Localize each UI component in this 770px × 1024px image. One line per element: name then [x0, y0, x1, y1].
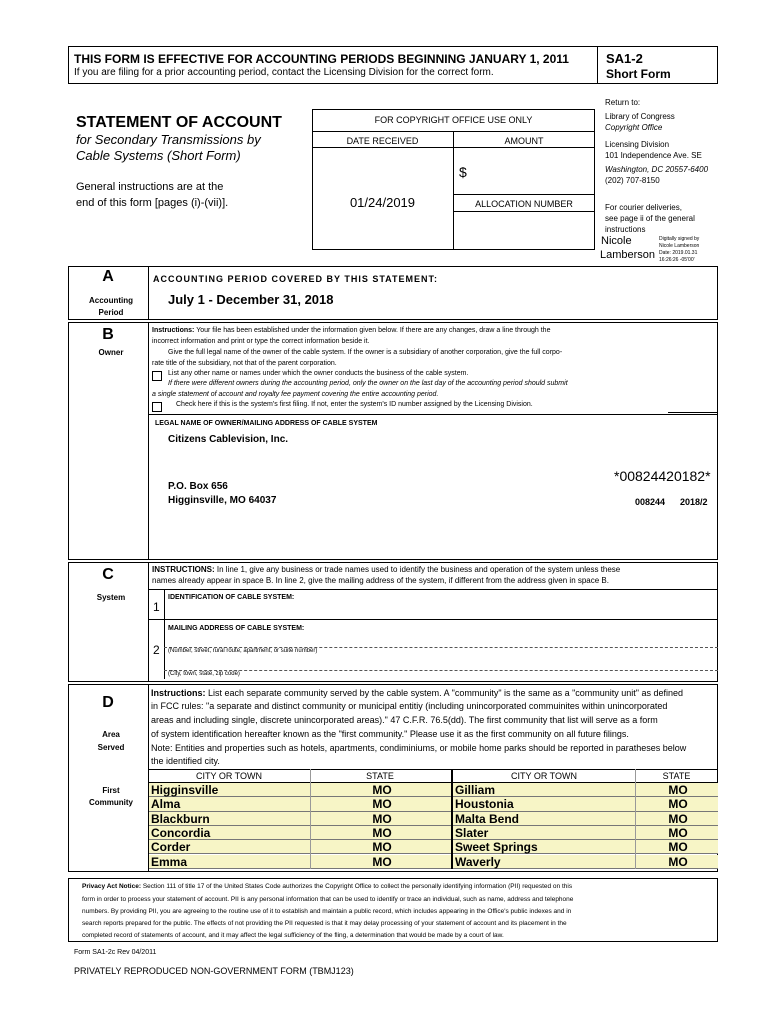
section-b-instr-text: Your file has been established under the information given below. If there are any changes, draw a line through the [196, 327, 551, 334]
section-b-instructions-1 [152, 327, 550, 334]
system-id-rule [668, 412, 718, 413]
owner-address-1: P.O. Box 656 [168, 481, 228, 492]
section-c-line-1-number: 1 [153, 600, 160, 614]
community-state-left[interactable]: MO [311, 840, 451, 854]
section-d-instructions-6: the identified city. [151, 756, 220, 766]
section-c-instructions-2: names already appear in space B. In line 2, give the mailing address of the system, if different from the address given in space B. [152, 576, 609, 585]
section-b-instructions-6: If there were different owners during the accounting period, only the owner on the last day of the accounting period should submit [168, 380, 568, 387]
street-hint: (Number, street, rural route, apartment, or suite number) [168, 648, 318, 654]
community-state-right[interactable]: MO [636, 797, 718, 811]
section-c-line-2-number: 2 [153, 643, 160, 657]
statement-subtitle-2: Cable Systems (Short Form) [76, 148, 241, 163]
community-state-right[interactable]: MO [636, 812, 718, 826]
section-d-label-2: Served [97, 743, 125, 752]
section-c-instr-text: In line 1, give any business or trade names used to identify the business and operation of the system unless these [216, 565, 621, 574]
section-d-instructions-2: in FCC rules: "a separate and distinct community or municipal entitiy (including unincorporated commuinites within unincorporated [151, 701, 668, 711]
section-b-letter: B [102, 326, 114, 343]
return-line-3: Licensing Division [605, 140, 670, 149]
system-id-number: 008244 [635, 497, 666, 507]
community-city-right[interactable]: Waverly [453, 855, 635, 869]
privacy-line-2: form in order to process your statement of account. PII is any personal information that can be used to identify or trace an individual, such as name, address and telephone [82, 896, 574, 903]
privacy-line-3: numbers. By providing PII, you are agreeing to the routine use of it to establish and maintain a public record, which includes appearing in the Office's public indexes and in [82, 908, 572, 915]
form-code: SA1-2 [606, 51, 643, 66]
owner-id-code: *00824420182* [614, 468, 711, 484]
community-state-right[interactable]: MO [636, 783, 718, 797]
courier-line-1: For courier deliveries, [605, 203, 682, 212]
section-b-rule [148, 414, 718, 415]
owner-address-2: Higginsville, MO 64037 [168, 495, 277, 506]
office-use-heading: FOR COPYRIGHT OFFICE USE ONLY [374, 115, 533, 125]
section-c-letter: C [102, 566, 114, 583]
section-d-instructions-5: Note: Entities and properties such as hotels, apartments, condiminiums, or mobile home parks should be reported in paratheses below [151, 743, 687, 753]
community-city-left[interactable]: Blackburn [149, 812, 310, 826]
signature-note-2: Nicole Lamberson [659, 243, 700, 249]
office-divider [453, 131, 454, 250]
community-city-left[interactable]: Emma [149, 855, 310, 869]
section-d-instructions-1 [151, 688, 683, 698]
statement-subtitle-1: for Secondary Transmissions by [76, 132, 261, 147]
return-line-1: Library of Congress [605, 112, 675, 121]
amount-label: AMOUNT [504, 136, 544, 146]
section-d-letter: D [102, 694, 114, 711]
table-top-rule [148, 769, 718, 770]
first-filing-checkbox[interactable] [152, 402, 162, 412]
community-city-right[interactable]: Sweet Springs [453, 840, 635, 854]
community-state-left[interactable]: MO [311, 797, 451, 811]
col-city-left: CITY OR TOWN [195, 771, 262, 781]
header-divider [597, 46, 598, 84]
community-state-right[interactable]: MO [636, 855, 718, 869]
section-b-divider [148, 322, 149, 560]
community-city-right[interactable]: Houstonia [453, 797, 635, 811]
col-state-left: STATE [366, 771, 394, 781]
return-line-6: (202) 707-8150 [605, 176, 660, 185]
allocation-rule [453, 211, 595, 212]
community-city-left[interactable]: Higginsville [149, 783, 310, 797]
privacy-line-4: search reports prepared for the public. The effects of not providing the PII requested is that it may delay processing of your statement of account and its placement in the [82, 920, 567, 927]
col-state-right: STATE [662, 771, 691, 781]
legal-name-label: LEGAL NAME OF OWNER/MAILING ADDRESS OF CABLE SYSTEM [155, 420, 378, 427]
return-line-2: Copyright Office [605, 123, 663, 132]
period-code: 2018/2 [680, 497, 708, 507]
form-type: Short Form [606, 67, 671, 81]
section-a-label-2: Period [98, 308, 124, 317]
section-b-instructions-7: a single statement of account and royalty fee payment covering the entire accounting period. [152, 391, 439, 398]
section-a-letter: A [102, 268, 114, 285]
community-city-left[interactable]: Alma [149, 797, 310, 811]
cable-mailing-label: MAILING ADDRESS OF CABLE SYSTEM: [168, 625, 305, 632]
general-instructions-1: General instructions are at the [76, 181, 224, 193]
return-line-5: Washington, DC 20557-6400 [605, 165, 709, 174]
date-received-label: DATE RECEIVED [346, 136, 419, 146]
return-line-4: 101 Independence Ave. SE [605, 151, 702, 160]
signature-last: Lamberson [600, 249, 656, 261]
section-b-instr-bold: Instructions: [152, 327, 195, 334]
section-a-label-1: Accounting [89, 296, 133, 305]
signature-note-4: 16:26:26 -05'00' [659, 257, 695, 263]
section-b-instructions-3: Give the full legal name of the owner of the cable system. If the owner is a subsidiary of another corporation, give the full corpo- [168, 349, 563, 356]
city-hint: (City, town, state, zip code) [168, 671, 240, 677]
section-a-heading: ACCOUNTING PERIOD COVERED BY THIS STATEMENT: [153, 274, 439, 284]
community-state-left[interactable]: MO [311, 855, 451, 869]
owner-name: Citizens Cablevision, Inc. [168, 434, 289, 445]
signature-note-1: Digitally signed by [659, 236, 700, 242]
section-d-instr-bold: Instructions: [151, 688, 206, 698]
community-city-right[interactable]: Malta Bend [453, 812, 635, 826]
community-state-right[interactable]: MO [636, 826, 718, 840]
first-community-label-2: Community [89, 798, 133, 807]
return-to-label: Return to: [605, 98, 641, 107]
community-state-right[interactable]: MO [636, 840, 718, 854]
community-city-right[interactable]: Gilliam [453, 783, 635, 797]
section-c-divider [148, 562, 149, 682]
date-received-value: 01/24/2019 [349, 195, 416, 210]
currency-symbol: $ [459, 164, 467, 180]
section-b-instructions-8: Check here if this is the system's first filing. If not, enter the system's ID number assigned by the Licensing Division. [176, 401, 533, 408]
community-state-left[interactable]: MO [311, 783, 451, 797]
cable-system-id-label: IDENTIFICATION OF CABLE SYSTEM: [168, 594, 295, 601]
office-rule-2 [312, 147, 595, 148]
section-b-instructions-5: List any other name or names under which the owner conducts the business of the cable system. [168, 370, 469, 377]
section-b-instructions-2: incorrect information and print or type the correct information beside it. [152, 338, 370, 345]
amount-rule [453, 194, 595, 195]
courier-line-3: instructions [605, 225, 646, 234]
section-d-instructions-3: areas and including single, discrete unincorporated areas)." 47 C.F.R. 76.5(dd). The first community that list will serve as a form [151, 715, 658, 725]
community-city-left[interactable]: Corder [149, 840, 310, 854]
city-dash-line [164, 670, 718, 671]
allocation-label: ALLOCATION NUMBER [475, 199, 573, 209]
general-instructions-2: end of this form [pages (i)-(vii)]. [76, 197, 229, 209]
reproduced-notice: PRIVATELY REPRODUCED NON-GOVERNMENT FORM (TBMJ123) [74, 966, 354, 976]
form-revision: Form SA1-2c Rev 04/2011 [74, 949, 157, 956]
section-b-box [68, 322, 718, 560]
accounting-period: July 1 - December 31, 2018 [168, 292, 334, 307]
section-c-label: System [96, 593, 126, 602]
statement-title: STATEMENT OF ACCOUNT [76, 114, 282, 131]
col-city-right: CITY OR TOWN [510, 771, 577, 781]
section-c-rule-1 [148, 589, 718, 590]
section-c-num-divider [164, 589, 165, 679]
first-community-label-1: First [102, 786, 120, 795]
community-state-left[interactable]: MO [311, 826, 451, 840]
signature-first: Nicole [601, 235, 632, 247]
section-b-label: Owner [98, 348, 124, 357]
privacy-line-1-text: Section 111 of title 17 of the United States Code authorizes the Copyright Office to collect the personally identifying information (PII) requested on this [142, 883, 573, 890]
effective-line: THIS FORM IS EFFECTIVE FOR ACCOUNTING PERIODS BEGINNING JANUARY 1, 2011 [74, 52, 569, 66]
section-d-instructions-4: of system identification hereafter known as the "first community." Please use it as the first community on all future filings. [151, 729, 629, 739]
section-c-instructions-1 [152, 565, 620, 574]
community-city-left[interactable]: Concordia [149, 826, 310, 840]
prior-period-line: If you are filing for a prior accounting period, contact the Licensing Division for the correct form. [74, 67, 494, 78]
section-c-instr-bold: INSTRUCTIONS: [152, 565, 215, 574]
privacy-line-5: completed record of statements of account, and it may affect the legal sufficiency of the fling, a determination that would be made by a court of law. [82, 932, 504, 939]
other-names-checkbox[interactable] [152, 371, 162, 381]
community-state-left[interactable]: MO [311, 812, 451, 826]
signature-note-3: Date: 2019.01.31 [659, 250, 698, 256]
section-c-rule-2 [148, 619, 718, 620]
community-city-right[interactable]: Slater [453, 826, 635, 840]
courier-line-2: see page ii of the general [605, 214, 695, 223]
privacy-line-1 [82, 883, 572, 890]
privacy-bold: Privacy Act Notice: [82, 883, 142, 890]
section-d-instr-text: List each separate community served by the cable system. A "community" is the same as a "community unit" as defined [208, 688, 684, 698]
section-d-label-1: Area [102, 730, 120, 739]
section-b-instructions-4: rate title of the subsidiary, not that of the parent corporation. [152, 360, 337, 367]
